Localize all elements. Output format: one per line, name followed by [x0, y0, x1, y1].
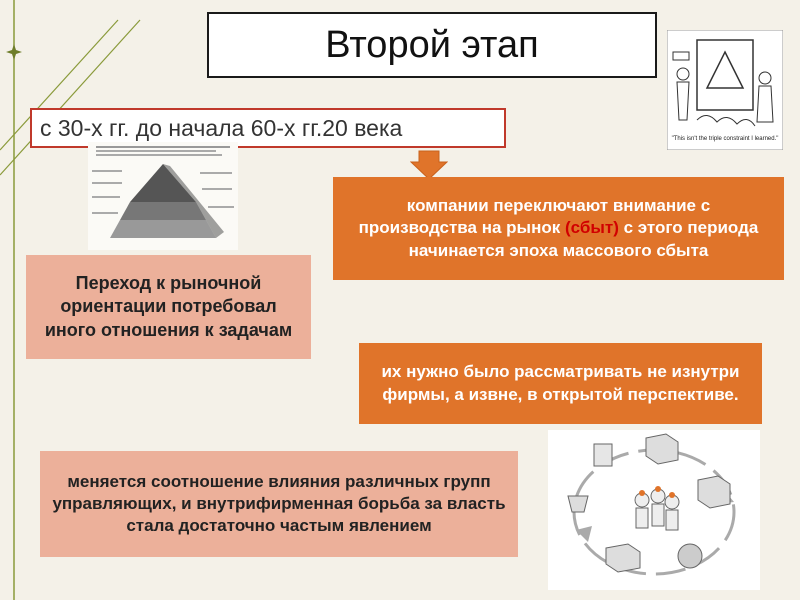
outside-view-card: их нужно было рассматривать не изнутри фирмы, а извне, в открытой перспективе. — [359, 343, 762, 424]
companies-text-before: компании переключают внимание с производства на рынок — [358, 196, 711, 238]
companies-text-highlight: (сбыт) — [564, 218, 619, 238]
star-bullet-icon — [6, 44, 22, 60]
slide-title: Второй этап — [207, 12, 657, 78]
cartoon-caption: "This isn't the triple constraint I learned." — [671, 136, 779, 142]
cartoon-image — [667, 30, 783, 150]
companies-shift-text — [347, 195, 770, 261]
companies-text-after: с этого периода начинается эпоха массового сбыта — [408, 218, 759, 260]
pyramid-diagram-image — [88, 142, 238, 250]
down-arrow-icon — [410, 150, 448, 180]
period-label: с 30-х гг. до начала 60-х гг.20 века — [30, 108, 506, 148]
companies-shift-card — [333, 177, 784, 280]
supply-cycle-image — [548, 430, 760, 590]
management-influence-card: меняется соотношение влияния различных групп управляющих, и внутрифирменная борьба за власть стала достаточно частым явлением — [40, 451, 518, 557]
market-orientation-card: Переход к рыночной ориентации потребовал иного отношения к задачам — [26, 255, 311, 359]
